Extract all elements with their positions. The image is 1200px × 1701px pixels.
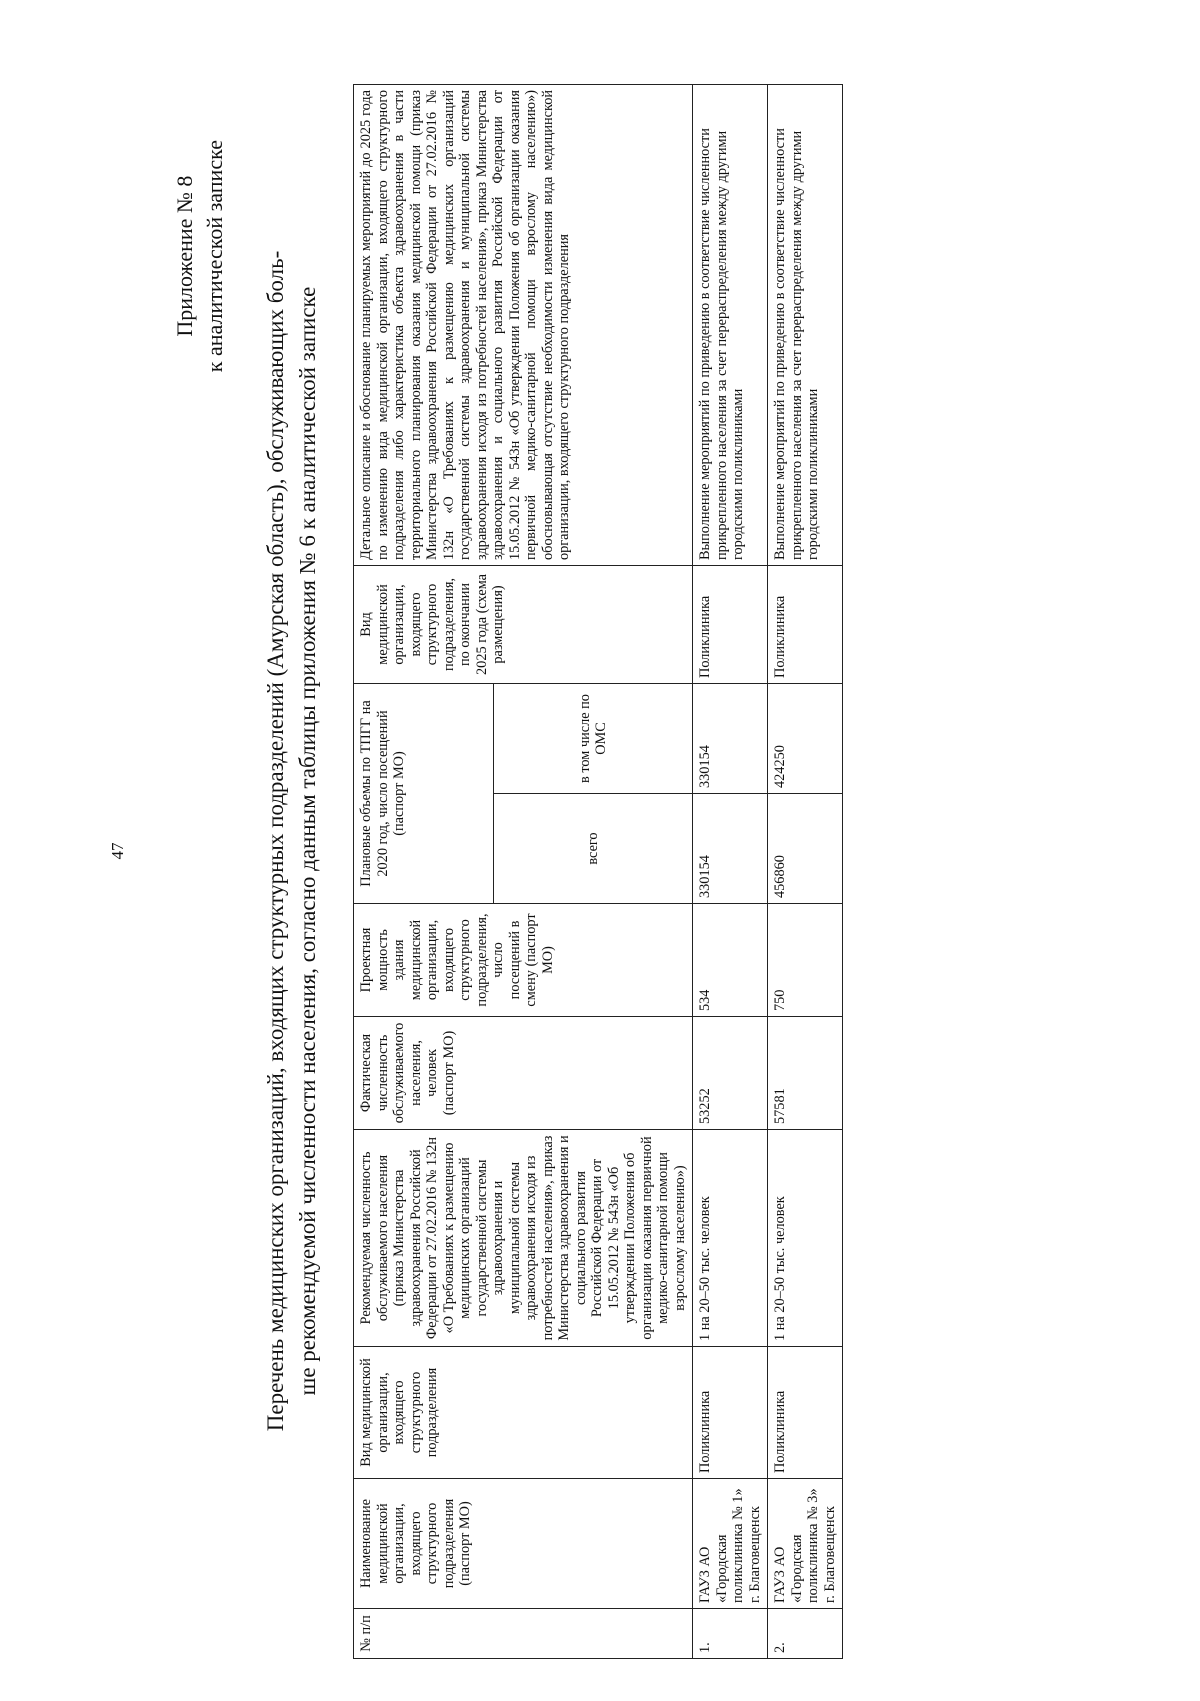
appendix-line-1: Приложение № 8 — [172, 175, 197, 337]
row-planned-oms: 330154 — [693, 683, 768, 793]
title-line-2: ше рекомендуемой численности населения, согласно данным таблицы приложения № 6 к аналитической записке — [295, 286, 320, 1396]
table-row — [768, 84, 843, 1658]
row-type: Поликлиника — [693, 1347, 768, 1479]
header-recommended: Рекомендуемая численность обслуживаемого населения (приказ Министерства здравоохранения Российской Федерации от 27.02.2016 № 132н «О Требованиях к размещению медицинских организаций государственной системы здравоохранения и муниципальной системы здравоохранения исходя из потребностей населения», приказ Министерства здравоохранения и социального развития Российской Федерации от 15.05.2012 № 543н «Об утверждении Положения об организации оказания первичной медико-санитарной помощи взрослому населению») — [354, 1130, 693, 1347]
row-actual: 57581 — [768, 1017, 843, 1130]
header-name: Наименование медицинской организации, входящего структурного подразделения (паспорт МО) — [354, 1479, 693, 1609]
page-number: 47 — [108, 842, 127, 860]
row-planned-total: 330154 — [693, 794, 768, 904]
row-planned-oms: 424250 — [768, 683, 843, 793]
header-capacity: Проектная мощность здания медицинской организации, входящего структурного подразделения, число посещений в смену (паспорт МО) — [354, 904, 693, 1017]
row-type: Поликлиника — [768, 1347, 843, 1479]
organizations-table — [353, 84, 843, 1659]
header-planned: Плановые объемы по ТПГГ на 2020 год, число посещений (паспорт МО) — [354, 683, 494, 903]
row-num: 1. — [693, 1609, 768, 1659]
row-recommended: 1 на 20–50 тыс. человек — [768, 1130, 843, 1347]
header-description: Детальное описание и обоснование планируемых мероприятий до 2025 года по изменению вида медицинской организации, входящего структурного подразделения либо характеристика объекта здравоохранения в части территориального планирования оказания медицинской помощи (приказ Министерства здравоохранения Российской Федерации от 27.02.2016 № 132н «О Требованиях к размещению медицинских организаций государственной системы здравоохранения и муниципальной системы здравоохранения исходя из потребностей населения», приказ Министерства здравоохранения и социального развития Российской Федерации от 15.05.2012 № 543н «Об утверждении Положения об организации оказания первичной медико-санитарной помощи взрослому населению») обосновывающая отсутствие необходимости изменения вида медицинской организации, входящего структурного подразделения — [354, 84, 693, 565]
row-recommended: 1 на 20–50 тыс. человек — [693, 1130, 768, 1347]
header-type: Вид медицинской организации, входящего структурного подразделения — [354, 1347, 693, 1479]
row-type-2025: Поликлиника — [693, 565, 768, 683]
appendix-line-2: к аналитической записке — [202, 140, 227, 373]
row-name: ГАУЗ АО «Городская поликлиника № 3» г. Благовещенск — [768, 1479, 843, 1609]
header-planned-total: всего — [494, 794, 693, 904]
row-planned-total: 456860 — [768, 794, 843, 904]
title-line-1: Перечень медицинских организаций, входящих структурных подразделений (Амурская область), обслуживающих боль- — [263, 250, 288, 1432]
row-actual: 53252 — [693, 1017, 768, 1130]
row-type-2025: Поликлиника — [768, 565, 843, 683]
row-description: Выполнение мероприятий по приведению в соответствие численности прикрепленного населения за счет перераспределения между другими городскими поликлиниками — [768, 84, 843, 565]
row-name: ГАУЗ АО «Городская поликлиника № 1» г. Благовещенск — [693, 1479, 768, 1609]
header-num: № п/п — [354, 1609, 693, 1659]
row-capacity: 750 — [768, 904, 843, 1017]
header-actual: Фактическая численность обслуживаемого населения, человек (паспорт МО) — [354, 1017, 693, 1130]
appendix-label — [170, 140, 230, 372]
row-capacity: 534 — [693, 904, 768, 1017]
header-type-2025: Вид медицинской организации, входящего структурного подразделения, по окончании 2025 года (схема размещения) — [354, 565, 693, 683]
header-planned-oms: в том числе по ОМС — [494, 683, 693, 793]
document-title — [260, 91, 324, 1591]
row-description: Выполнение мероприятий по приведению в соответствие численности прикрепленного населения за счет перераспределения между другими городскими поликлиниками — [693, 84, 768, 565]
row-num: 2. — [768, 1609, 843, 1659]
table-row — [693, 84, 768, 1658]
table-header-row — [354, 84, 494, 1658]
